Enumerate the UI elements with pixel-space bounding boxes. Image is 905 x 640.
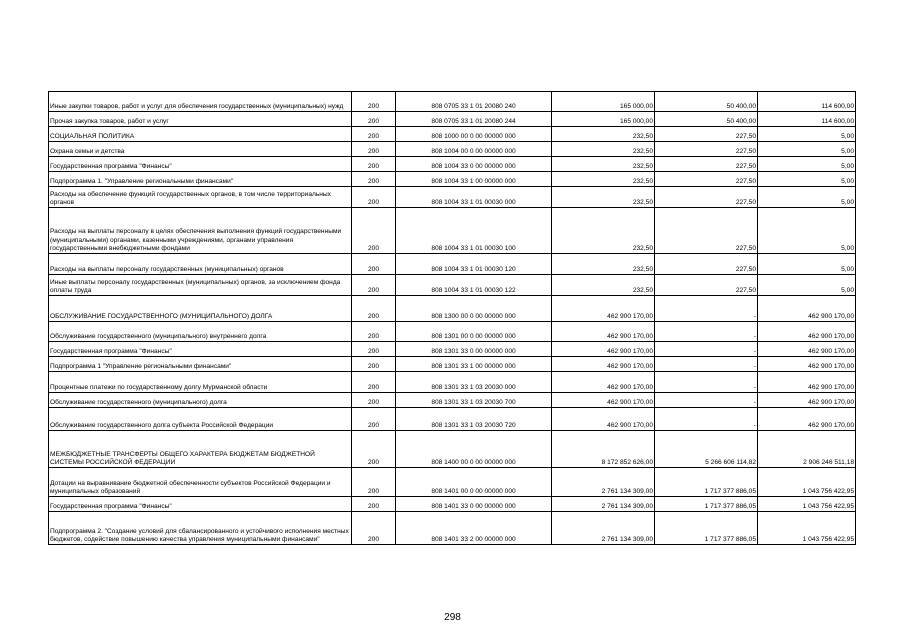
row-unexecuted-cell (758, 512, 856, 545)
row-kbk-cell-text: 808 1004 33 1 01 00030 120 (431, 265, 516, 273)
table-row (49, 142, 856, 157)
row-unexecuted-cell-text: 462 900 170,00 (808, 312, 854, 320)
row-executed-cell (655, 208, 758, 254)
row-unexecuted-cell (758, 112, 856, 127)
row-executed-cell-text: 1 717 377 886,05 (704, 535, 756, 543)
row-kbk-cell-text: 808 1004 33 1 01 00030 122 (431, 286, 516, 294)
row-kbk-cell (396, 431, 552, 468)
row-code-cell (352, 172, 396, 187)
row-executed-cell-text: - (753, 398, 756, 406)
row-name-cell-text: Расходы на обеспечение функций государственных органов, в том числе территориальных органов (50, 190, 331, 206)
row-approved-cell (552, 92, 655, 112)
row-code-cell (352, 342, 396, 357)
row-name-cell (49, 172, 352, 187)
row-name-cell-text: Иные выплаты персоналу государственных (муниципальных) органов, за исключением фонда оплаты труда (50, 278, 341, 294)
budget-table-body (49, 92, 856, 545)
budget-table (48, 91, 856, 545)
row-name-cell-text: Государственная программа "Финансы" (50, 162, 172, 170)
row-unexecuted-cell (758, 187, 856, 208)
row-kbk-cell (396, 157, 552, 172)
row-name-cell-text: Подпрограмма 1 "Управление региональными финансами" (50, 362, 232, 370)
row-executed-cell (655, 157, 758, 172)
table-row (49, 92, 856, 112)
row-code-cell-text: 200 (367, 458, 379, 466)
row-unexecuted-cell-text: 462 900 170,00 (808, 398, 854, 406)
table-row (49, 208, 856, 254)
row-code-cell (352, 208, 396, 254)
row-kbk-cell (396, 512, 552, 545)
row-name-cell (49, 187, 352, 208)
row-unexecuted-cell-text: 5,00 (841, 147, 854, 155)
row-name-cell (49, 322, 352, 342)
row-approved-cell (552, 142, 655, 157)
row-name-cell (49, 342, 352, 357)
row-kbk-cell-text: 808 1301 00 0 00 00000 000 (431, 332, 516, 340)
row-executed-cell-text: - (753, 383, 756, 391)
row-code-cell-text: 200 (367, 177, 379, 185)
row-code-cell-text: 200 (367, 286, 379, 294)
row-executed-cell (655, 497, 758, 512)
row-kbk-cell-text: 808 1400 00 0 00 00000 000 (431, 458, 516, 466)
row-approved-cell-text: 2 761 134 309,00 (601, 535, 653, 543)
row-approved-cell (552, 322, 655, 342)
row-kbk-cell (396, 322, 552, 342)
row-unexecuted-cell-text: 2 906 246 511,18 (803, 458, 854, 466)
table-row (49, 112, 856, 127)
row-approved-cell-text: 232,50 (632, 198, 653, 206)
row-name-cell (49, 497, 352, 512)
row-unexecuted-cell (758, 393, 856, 408)
row-unexecuted-cell (758, 296, 856, 322)
row-executed-cell (655, 342, 758, 357)
row-executed-cell (655, 512, 758, 545)
row-code-cell-text: 200 (367, 244, 379, 252)
row-code-cell (352, 157, 396, 172)
row-executed-cell-text: 227,50 (735, 177, 756, 185)
row-approved-cell (552, 342, 655, 357)
row-executed-cell (655, 92, 758, 112)
row-unexecuted-cell (758, 127, 856, 142)
row-name-cell (49, 393, 352, 408)
row-approved-cell (552, 208, 655, 254)
row-code-cell-text: 200 (367, 347, 379, 355)
row-executed-cell-text: 227,50 (735, 162, 756, 170)
row-code-cell (352, 92, 396, 112)
row-unexecuted-cell (758, 431, 856, 468)
row-approved-cell-text: 462 900 170,00 (607, 347, 653, 355)
table-row (49, 357, 856, 372)
row-unexecuted-cell-text: 5,00 (841, 162, 854, 170)
table-row (49, 372, 856, 393)
row-name-cell-text: ОБСЛУЖИВАНИЕ ГОСУДАРСТВЕННОГО (МУНИЦИПАЛЬНОГО) ДОЛГА (50, 312, 273, 320)
row-unexecuted-cell-text: 5,00 (841, 286, 854, 294)
row-name-cell-text: Дотации на выравнивание бюджетной обеспеченности субъектов Российской Федерации и муниципальных образований (50, 479, 331, 495)
row-approved-cell-text: 462 900 170,00 (607, 312, 653, 320)
table-row (49, 431, 856, 468)
row-name-cell-text: Охрана семьи и детства (50, 147, 125, 155)
row-executed-cell-text: - (753, 332, 756, 340)
row-executed-cell (655, 275, 758, 296)
row-approved-cell-text: 462 900 170,00 (607, 398, 653, 406)
row-name-cell-text: Иные закупки товаров, работ и услуг для обеспечения государственных (муниципальных) нужд (50, 102, 344, 110)
row-unexecuted-cell-text: 1 043 756 422,95 (802, 487, 854, 495)
row-kbk-cell (396, 142, 552, 157)
page-number: 298 (444, 612, 461, 623)
row-code-cell-text: 200 (367, 132, 379, 140)
row-unexecuted-cell-text: 1 043 756 422,95 (802, 535, 854, 543)
row-name-cell (49, 408, 352, 431)
row-kbk-cell-text: 808 1004 00 0 00 00000 000 (431, 147, 516, 155)
row-kbk-cell (396, 275, 552, 296)
row-code-cell (352, 254, 396, 275)
row-executed-cell-text: - (753, 421, 756, 429)
row-approved-cell-text: 232,50 (632, 265, 653, 273)
row-kbk-cell-text: 808 1300 00 0 00 00000 000 (431, 312, 516, 320)
row-kbk-cell (396, 187, 552, 208)
row-approved-cell-text: 232,50 (632, 132, 653, 140)
row-code-cell-text: 200 (367, 198, 379, 206)
row-name-cell-text: Подпрограмма 1. "Управление региональными финансами" (50, 177, 234, 185)
row-unexecuted-cell-text: 5,00 (841, 132, 854, 140)
row-kbk-cell-text: 808 0705 33 1 01 20080 240 (431, 102, 516, 110)
row-name-cell (49, 127, 352, 142)
table-row (49, 254, 856, 275)
table-row (49, 408, 856, 431)
row-unexecuted-cell (758, 468, 856, 497)
row-approved-cell (552, 112, 655, 127)
table-row (49, 512, 856, 545)
row-approved-cell-text: 462 900 170,00 (607, 383, 653, 391)
row-kbk-cell (396, 342, 552, 357)
row-name-cell-text: СОЦИАЛЬНАЯ ПОЛИТИКА (50, 132, 135, 140)
row-name-cell (49, 254, 352, 275)
row-executed-cell-text: - (753, 362, 756, 370)
row-executed-cell (655, 357, 758, 372)
row-approved-cell-text: 165 000,00 (619, 102, 653, 110)
row-name-cell (49, 157, 352, 172)
row-kbk-cell (396, 172, 552, 187)
row-kbk-cell-text: 808 1004 33 1 00 00000 000 (431, 177, 516, 185)
row-code-cell-text: 200 (367, 332, 379, 340)
row-name-cell-text: Прочая закупка товаров, работ и услуг (50, 117, 169, 125)
row-unexecuted-cell (758, 157, 856, 172)
row-executed-cell-text: - (753, 347, 756, 355)
row-kbk-cell-text: 808 1004 33 1 01 00030 100 (431, 244, 516, 252)
row-code-cell (352, 112, 396, 127)
row-code-cell (352, 127, 396, 142)
row-kbk-cell-text: 808 1401 00 0 00 00000 000 (431, 487, 516, 495)
row-code-cell-text: 200 (367, 362, 379, 370)
row-name-cell-text: Обслуживание государственного (муниципального) долга (50, 398, 227, 406)
row-executed-cell (655, 127, 758, 142)
row-approved-cell (552, 468, 655, 497)
row-approved-cell (552, 187, 655, 208)
row-approved-cell-text: 2 761 134 309,00 (601, 502, 653, 510)
row-kbk-cell-text: 808 1000 00 0 00 00000 000 (431, 132, 516, 140)
row-kbk-cell-text: 808 1004 33 1 01 00030 000 (431, 198, 516, 206)
row-unexecuted-cell-text: 462 900 170,00 (808, 383, 854, 391)
row-approved-cell (552, 127, 655, 142)
row-executed-cell (655, 254, 758, 275)
row-executed-cell (655, 393, 758, 408)
row-approved-cell (552, 497, 655, 512)
row-approved-cell (552, 512, 655, 545)
row-code-cell (352, 431, 396, 468)
row-executed-cell-text: 1 717 377 886,05 (704, 502, 756, 510)
row-approved-cell (552, 408, 655, 431)
row-name-cell (49, 112, 352, 127)
row-code-cell (352, 372, 396, 393)
row-executed-cell-text: 227,50 (735, 147, 756, 155)
table-row (49, 187, 856, 208)
row-code-cell (352, 142, 396, 157)
row-unexecuted-cell-text: 1 043 756 422,95 (802, 502, 854, 510)
row-code-cell-text: 200 (367, 502, 379, 510)
row-approved-cell (552, 172, 655, 187)
row-executed-cell (655, 142, 758, 157)
row-unexecuted-cell-text: 5,00 (841, 177, 854, 185)
row-kbk-cell (396, 372, 552, 393)
row-code-cell (352, 497, 396, 512)
row-kbk-cell-text: 808 1301 33 1 00 00000 000 (431, 362, 516, 370)
row-code-cell-text: 200 (367, 312, 379, 320)
row-kbk-cell-text: 808 0705 33 1 01 20080 244 (431, 117, 516, 125)
row-kbk-cell (396, 254, 552, 275)
row-unexecuted-cell-text: 462 900 170,00 (808, 347, 854, 355)
table-row (49, 157, 856, 172)
row-name-cell (49, 512, 352, 545)
row-code-cell (352, 357, 396, 372)
row-code-cell-text: 200 (367, 147, 379, 155)
row-unexecuted-cell-text: 114 600,00 (821, 102, 854, 110)
row-name-cell (49, 468, 352, 497)
row-executed-cell (655, 431, 758, 468)
row-approved-cell-text: 462 900 170,00 (607, 421, 653, 429)
row-kbk-cell (396, 468, 552, 497)
row-code-cell (352, 187, 396, 208)
row-approved-cell (552, 357, 655, 372)
row-name-cell (49, 142, 352, 157)
row-kbk-cell (396, 357, 552, 372)
table-row (49, 172, 856, 187)
row-name-cell (49, 296, 352, 322)
row-name-cell (49, 372, 352, 393)
row-approved-cell (552, 275, 655, 296)
table-row (49, 127, 856, 142)
row-kbk-cell-text: 808 1401 33 2 00 00000 000 (431, 535, 516, 543)
row-name-cell (49, 275, 352, 296)
row-executed-cell-text: - (753, 312, 756, 320)
row-kbk-cell (396, 497, 552, 512)
row-unexecuted-cell (758, 208, 856, 254)
row-approved-cell-text: 232,50 (632, 162, 653, 170)
table-row (49, 497, 856, 512)
row-kbk-cell-text: 808 1401 33 0 00 00000 000 (431, 502, 516, 510)
row-name-cell-text: Расходы на выплаты персоналу государственных (муниципальных) органов (50, 265, 284, 273)
row-name-cell (49, 357, 352, 372)
row-executed-cell-text: 1 717 377 886,05 (704, 487, 756, 495)
row-code-cell-text: 200 (367, 398, 379, 406)
row-unexecuted-cell (758, 497, 856, 512)
row-kbk-cell (396, 296, 552, 322)
row-approved-cell-text: 462 900 170,00 (607, 332, 653, 340)
row-unexecuted-cell (758, 342, 856, 357)
row-kbk-cell (396, 408, 552, 431)
row-unexecuted-cell (758, 275, 856, 296)
row-executed-cell-text: 227,50 (735, 286, 756, 294)
row-approved-cell (552, 393, 655, 408)
row-unexecuted-cell-text: 462 900 170,00 (808, 421, 854, 429)
row-kbk-cell (396, 127, 552, 142)
row-executed-cell-text: 50 400,00 (726, 117, 756, 125)
row-executed-cell-text: 5 266 606 114,82 (705, 458, 756, 466)
row-executed-cell (655, 187, 758, 208)
row-unexecuted-cell-text: 5,00 (841, 244, 854, 252)
row-unexecuted-cell-text: 462 900 170,00 (808, 362, 854, 370)
row-kbk-cell-text: 808 1301 33 0 00 00000 000 (431, 347, 516, 355)
row-name-cell-text: Процентные платежи по государственному долгу Мурманской области (50, 383, 268, 391)
row-unexecuted-cell (758, 372, 856, 393)
row-executed-cell-text: 227,50 (735, 265, 756, 273)
row-code-cell-text: 200 (367, 162, 379, 170)
row-executed-cell-text: 227,50 (735, 198, 756, 206)
row-code-cell-text: 200 (367, 487, 379, 495)
row-code-cell-text: 200 (367, 535, 379, 543)
row-approved-cell-text: 462 900 170,00 (607, 362, 653, 370)
row-approved-cell (552, 431, 655, 468)
table-row (49, 322, 856, 342)
row-executed-cell (655, 172, 758, 187)
row-executed-cell (655, 112, 758, 127)
row-name-cell-text: Расходы на выплаты персоналу в целях обеспечения выполнения функций государственными (муниципальными) органами, казенными учреждениями, органами управления государственными внебюджетными фондами (50, 228, 342, 252)
row-approved-cell-text: 8 172 852 626,00 (601, 458, 653, 466)
row-code-cell-text: 200 (367, 102, 379, 110)
row-approved-cell-text: 232,50 (632, 244, 653, 252)
row-unexecuted-cell-text: 114 600,00 (821, 117, 854, 125)
row-name-cell-text: Подпрограмма 2. "Создание условий для сбалансированного и устойчивого исполнения местных бюджетов, содействие повышению качества управления муниципальными финансами" (50, 527, 349, 543)
row-unexecuted-cell (758, 322, 856, 342)
row-unexecuted-cell-text: 5,00 (841, 265, 854, 273)
row-executed-cell (655, 322, 758, 342)
row-unexecuted-cell-text: 5,00 (841, 198, 854, 206)
row-kbk-cell (396, 112, 552, 127)
table-row (49, 296, 856, 322)
row-unexecuted-cell (758, 142, 856, 157)
row-name-cell-text: Государственная программа "Финансы" (50, 502, 172, 510)
row-code-cell (352, 275, 396, 296)
row-name-cell (49, 208, 352, 254)
row-code-cell (352, 322, 396, 342)
row-code-cell (352, 408, 396, 431)
row-code-cell-text: 200 (367, 117, 379, 125)
row-kbk-cell-text: 808 1301 33 1 03 20030 700 (431, 398, 516, 406)
row-code-cell (352, 296, 396, 322)
row-executed-cell (655, 468, 758, 497)
row-name-cell (49, 431, 352, 468)
row-approved-cell-text: 232,50 (632, 177, 653, 185)
row-approved-cell-text: 2 761 134 309,00 (601, 487, 653, 495)
row-approved-cell-text: 232,50 (632, 286, 653, 294)
row-executed-cell-text: 50 400,00 (726, 102, 756, 110)
row-executed-cell (655, 372, 758, 393)
row-executed-cell-text: 227,50 (735, 244, 756, 252)
row-unexecuted-cell (758, 357, 856, 372)
row-code-cell-text: 200 (367, 383, 379, 391)
row-executed-cell-text: 227,50 (735, 132, 756, 140)
row-unexecuted-cell-text: 462 900 170,00 (808, 332, 854, 340)
row-approved-cell-text: 165 000,00 (619, 117, 653, 125)
row-unexecuted-cell (758, 172, 856, 187)
row-kbk-cell (396, 92, 552, 112)
table-row (49, 468, 856, 497)
row-kbk-cell-text: 808 1004 33 0 00 00000 000 (431, 162, 516, 170)
table-row (49, 342, 856, 357)
row-name-cell-text: МЕЖБЮДЖЕТНЫЕ ТРАНСФЕРТЫ ОБЩЕГО ХАРАКТЕРА БЮДЖЕТАМ БЮДЖЕТНОЙ СИСТЕМЫ РОССИЙСКОЙ ФЕДЕРАЦИИ (50, 450, 315, 466)
table-row (49, 393, 856, 408)
row-kbk-cell (396, 208, 552, 254)
row-approved-cell (552, 296, 655, 322)
row-code-cell-text: 200 (367, 421, 379, 429)
row-unexecuted-cell (758, 254, 856, 275)
row-kbk-cell-text: 808 1301 33 1 03 20030 000 (431, 383, 516, 391)
row-name-cell-text: Обслуживание государственного долга субъекта Российской Федерации (50, 421, 274, 429)
row-code-cell (352, 468, 396, 497)
row-unexecuted-cell (758, 92, 856, 112)
row-unexecuted-cell (758, 408, 856, 431)
row-kbk-cell (396, 393, 552, 408)
row-name-cell-text: Государственная программа "Финансы" (50, 347, 172, 355)
row-code-cell-text: 200 (367, 265, 379, 273)
row-executed-cell (655, 408, 758, 431)
row-code-cell (352, 393, 396, 408)
row-approved-cell (552, 254, 655, 275)
row-approved-cell-text: 232,50 (632, 147, 653, 155)
row-name-cell (49, 92, 352, 112)
row-approved-cell (552, 157, 655, 172)
table-row (49, 275, 856, 296)
row-name-cell-text: Обслуживание государственного (муниципального) внутреннего долга (50, 332, 267, 340)
row-code-cell (352, 512, 396, 545)
row-approved-cell (552, 372, 655, 393)
row-kbk-cell-text: 808 1301 33 1 03 20030 720 (431, 421, 516, 429)
row-executed-cell (655, 296, 758, 322)
